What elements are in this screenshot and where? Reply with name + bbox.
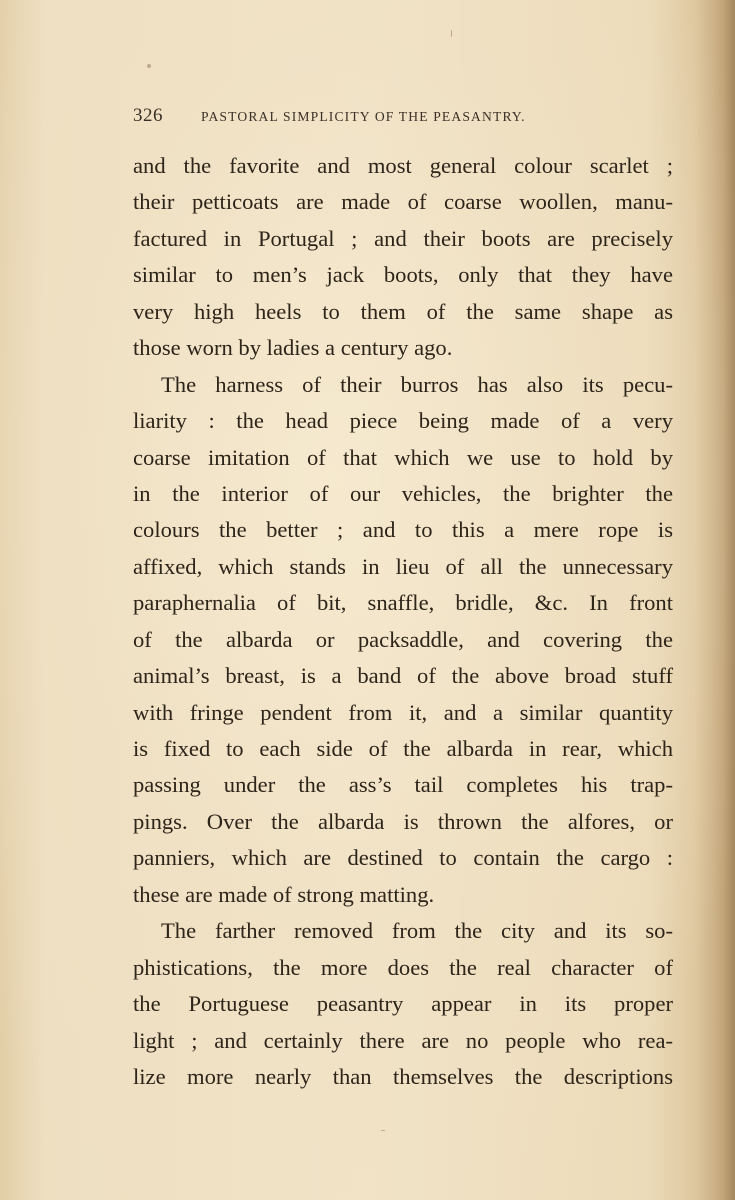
text-line: pings. Over the albarda is thrown the alfores, or: [133, 808, 673, 834]
text-line: phistications, the more does the real character of: [133, 954, 673, 980]
text-line: the Portuguese peasantry appear in its proper: [133, 991, 673, 1017]
text-line: with fringe pendent from it, and a similar quantity: [133, 699, 673, 725]
text-line: panniers, which are destined to contain the cargo :: [133, 845, 673, 871]
running-head-title: PASTORAL SIMPLICITY OF THE PEASANTRY.: [201, 109, 526, 124]
text-line: lize more nearly than themselves the descriptions: [133, 1063, 673, 1089]
text-line: is fixed to each side of the albarda in rear, which: [133, 736, 673, 761]
text-line: those worn by ladies a century ago.: [133, 335, 453, 361]
text-line: colours the better ; and to this a mere rope is: [133, 517, 673, 543]
paragraph: [133, 913, 673, 1095]
text-line: liarity : the head piece being made of a very: [133, 408, 673, 434]
text-line: factured in Portugal ; and their boots are precisely: [133, 225, 673, 251]
text-line: The farther removed from the city and its so-: [161, 918, 673, 944]
text-line: animal’s breast, is a band of the above broad stuff: [133, 663, 673, 689]
text-line: similar to men’s jack boots, only that they have: [133, 262, 673, 288]
text-line: in the interior of our vehicles, the brighter the: [133, 480, 673, 506]
text-line: paraphernalia of bit, snaffle, bridle, &c. In front: [133, 590, 673, 616]
text-line: these are made of strong matting.: [133, 881, 435, 907]
text-line: their petticoats are made of coarse woollen, manu-: [133, 189, 673, 215]
text-line: and the favorite and most general colour scarlet ;: [133, 153, 673, 178]
page-number: 326: [133, 105, 163, 126]
paragraph: [133, 148, 673, 367]
paper-speck: [147, 64, 151, 68]
text-line: passing under the ass’s tail completes his trap-: [133, 772, 673, 798]
paper-speck: [451, 30, 452, 37]
text-line: affixed, which stands in lieu of all the unnecessary: [133, 553, 673, 579]
text-line: coarse imitation of that which we use to hold by: [133, 444, 673, 470]
body-text: [133, 148, 673, 1095]
text-line: of the albarda or packsaddle, and covering the: [133, 626, 673, 652]
running-header: [133, 103, 673, 131]
text-line: The harness of their burros has also its pecu-: [161, 371, 673, 397]
paragraph: [133, 367, 673, 914]
text-line: light ; and certainly there are no people who rea-: [133, 1027, 673, 1053]
paper-speck: [381, 1130, 385, 1131]
page-edge-shadow: [695, 0, 735, 1200]
text-line: very high heels to them of the same shape as: [133, 298, 673, 324]
